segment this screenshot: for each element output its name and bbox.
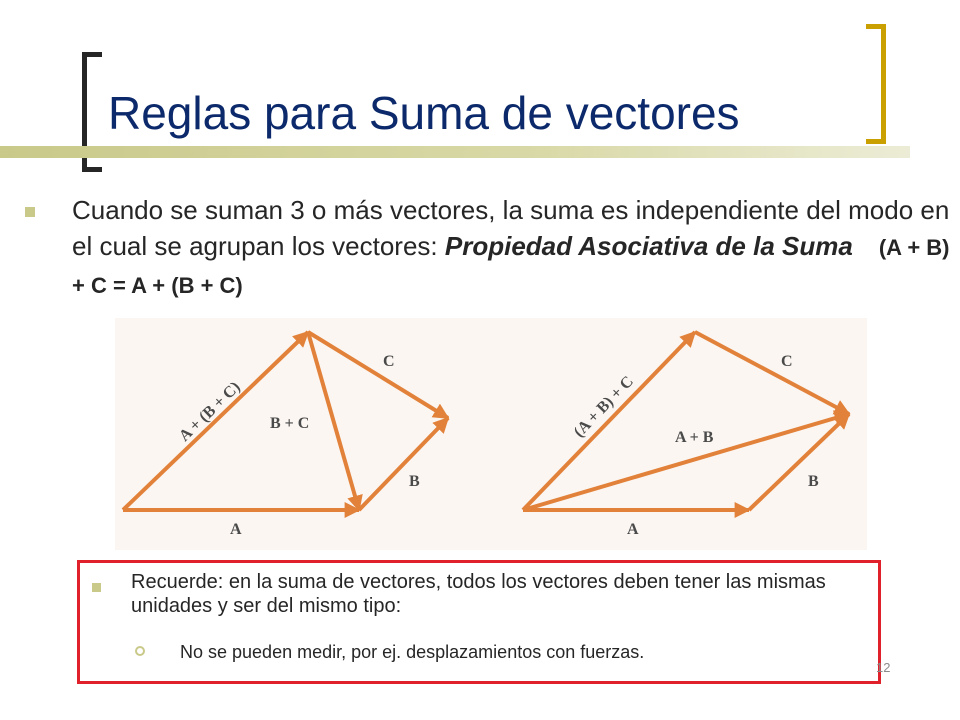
vector-diagram [115,318,867,550]
note-text: Recuerde: en la suma de vectores, todos los vectores deben tener las mismas unidades y ser del mismo tipo: [131,571,826,617]
right-label-a-plus-b: A + B [675,429,714,446]
title-underline-bar [0,146,910,158]
title-bracket-right [866,24,886,144]
left-label-a: A [230,521,242,538]
note-subtext: No se pueden medir, por ej. desplazamientos con fuerzas. [180,642,645,662]
left-label-c: C [383,353,395,370]
associative-formula: (A + B) + C = A + (B + C) [72,235,950,298]
slide-number: 12 [876,660,891,675]
right-vector-c [695,332,849,414]
bullet-text: Cuando se suman 3 o más vectores, la suma es independiente del modo en el cual se agrupan los vectores: [72,195,950,261]
bullet-circle-icon [135,646,145,656]
left-label-b: B [409,473,420,490]
right-label-a: A [627,521,639,538]
property-name: Propiedad Asociativa de la Suma [444,231,853,261]
left-label-b-plus-c: B + C [270,415,310,432]
left-label-resultant: A + (B + C) [175,378,244,445]
bullet-square-icon [25,207,35,217]
page-title: Reglas para Suma de vectores [108,87,740,139]
right-label-b: B [808,473,819,490]
vector-diagram-svg [115,318,867,550]
right-label-resultant: (A + B) + C [570,373,637,441]
bullet-square-icon [92,583,101,592]
right-label-c: C [781,353,793,370]
left-vector-b [359,418,448,510]
bullet-associative-property [72,192,952,304]
